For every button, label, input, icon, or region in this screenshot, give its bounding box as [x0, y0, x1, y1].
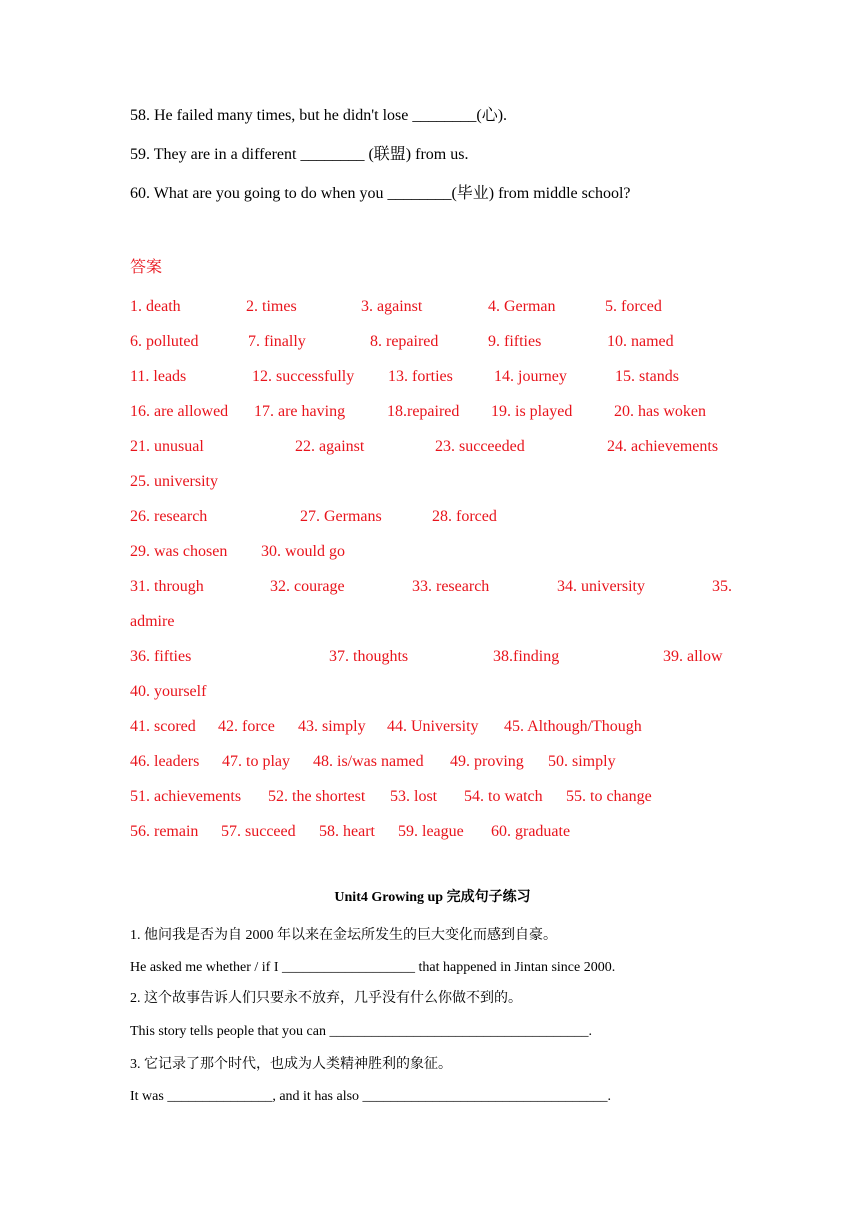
answer-item: 30. would go — [261, 543, 345, 560]
answer-item: 41. scored — [130, 718, 196, 735]
answer-item: 31. through — [130, 578, 204, 595]
question-59: 59. They are in a different ________ (联盟) from us. — [130, 146, 469, 163]
answer-item: 10. named — [607, 333, 674, 350]
exercise-item-cn: 1. 他问我是否为自 2000 年以来在金坛所发生的巨大变化而感到自豪。 — [130, 928, 557, 943]
exercise-item-en: This story tells people that you can _____________________________________. — [130, 1024, 592, 1039]
answer-item: 35. — [712, 578, 732, 595]
answer-item: 25. university — [130, 473, 218, 490]
answer-row — [130, 611, 735, 633]
answer-item: 22. against — [295, 438, 365, 455]
answer-item: 58. heart — [319, 823, 375, 840]
answer-item: 39. allow — [663, 648, 723, 665]
answer-item: 53. lost — [390, 788, 438, 805]
answer-row — [130, 646, 735, 668]
answer-item: 37. thoughts — [329, 648, 409, 665]
answer-item: 24. achievements — [607, 438, 719, 455]
answer-item: 7. finally — [248, 333, 306, 350]
answer-item: 42. force — [218, 718, 275, 735]
answer-item: 14. journey — [494, 368, 567, 385]
answer-row — [130, 786, 735, 808]
answer-item: 52. the shortest — [268, 788, 366, 805]
answer-item: 60. graduate — [491, 823, 571, 840]
answer-item: 45. Although/Though — [504, 718, 642, 735]
answer-item: 49. proving — [450, 753, 524, 770]
answer-row — [130, 331, 735, 353]
answer-item: 26. research — [130, 508, 208, 525]
document-page — [130, 0, 735, 1216]
answer-row — [130, 751, 735, 773]
exercise-title: Unit4 Growing up 完成句子练习 — [334, 890, 531, 905]
answer-item: 9. fifties — [488, 333, 542, 350]
answer-item: 23. succeeded — [435, 438, 525, 455]
answer-row — [130, 401, 735, 423]
answer-item: 56. remain — [130, 823, 199, 840]
answer-item: 43. simply — [298, 718, 366, 735]
answer-item: 32. courage — [270, 578, 345, 595]
answer-row — [130, 471, 735, 493]
answer-item: 46. leaders — [130, 753, 200, 770]
answer-row — [130, 366, 735, 388]
answer-item: 36. fifties — [130, 648, 192, 665]
answer-item: 3. against — [361, 298, 423, 315]
answer-item: 21. unusual — [130, 438, 204, 455]
answer-item: 20. has woken — [614, 403, 706, 420]
answer-row — [130, 576, 735, 598]
answer-item: 47. to play — [222, 753, 290, 770]
answer-row — [130, 541, 735, 563]
answer-row — [130, 296, 735, 318]
answer-item: 38.finding — [493, 648, 560, 665]
answer-item: 57. succeed — [221, 823, 296, 840]
answer-item: 8. repaired — [370, 333, 439, 350]
exercise-item-en: He asked me whether / if I ___________________ that happened in Jintan since 2000. — [130, 960, 616, 975]
answer-item: 34. university — [557, 578, 645, 595]
answer-item: 40. yourself — [130, 683, 207, 700]
answer-row — [130, 436, 735, 458]
answer-row — [130, 821, 735, 843]
question-60: 60. What are you going to do when you ________(毕业) from middle school? — [130, 185, 631, 202]
answers-title: 答案 — [130, 259, 163, 276]
exercise-item-cn: 3. 它记录了那个时代，也成为人类精神胜利的象征。 — [130, 1057, 452, 1072]
answer-item: 5. forced — [605, 298, 662, 315]
answer-item: 59. league — [398, 823, 464, 840]
answer-row — [130, 716, 735, 738]
answer-item: 29. was chosen — [130, 543, 228, 560]
answer-item: 1. death — [130, 298, 181, 315]
answer-item: 28. forced — [432, 508, 497, 525]
answer-item: 44. University — [387, 718, 479, 735]
answer-item: 33. research — [412, 578, 490, 595]
exercise-item-en: It was _______________, and it has also ___________________________________. — [130, 1089, 612, 1104]
answer-item: 54. to watch — [464, 788, 543, 805]
answer-item: 4. German — [488, 298, 556, 315]
answer-item: 18.repaired — [387, 403, 460, 420]
answer-item: 51. achievements — [130, 788, 242, 805]
answer-item: 17. are having — [254, 403, 346, 420]
answer-item: 55. to change — [566, 788, 652, 805]
answer-item: 11. leads — [130, 368, 187, 385]
answer-item: 2. times — [246, 298, 297, 315]
answer-row — [130, 681, 735, 703]
answer-item: 13. forties — [388, 368, 453, 385]
answer-item: 50. simply — [548, 753, 616, 770]
question-58: 58. He failed many times, but he didn't lose ________(心). — [130, 107, 508, 124]
answer-item: 6. polluted — [130, 333, 199, 350]
answer-row — [130, 506, 735, 528]
answer-item: 19. is played — [491, 403, 573, 420]
exercise-item-cn: 2. 这个故事告诉人们只要永不放弃，几乎没有什么你做不到的。 — [130, 991, 522, 1006]
answer-item: 16. are allowed — [130, 403, 229, 420]
answer-item: 12. successfully — [252, 368, 355, 385]
answer-item: 15. stands — [615, 368, 679, 385]
answer-item: 48. is/was named — [313, 753, 424, 770]
answer-item: 27. Germans — [300, 508, 382, 525]
answer-item: admire — [130, 613, 175, 630]
